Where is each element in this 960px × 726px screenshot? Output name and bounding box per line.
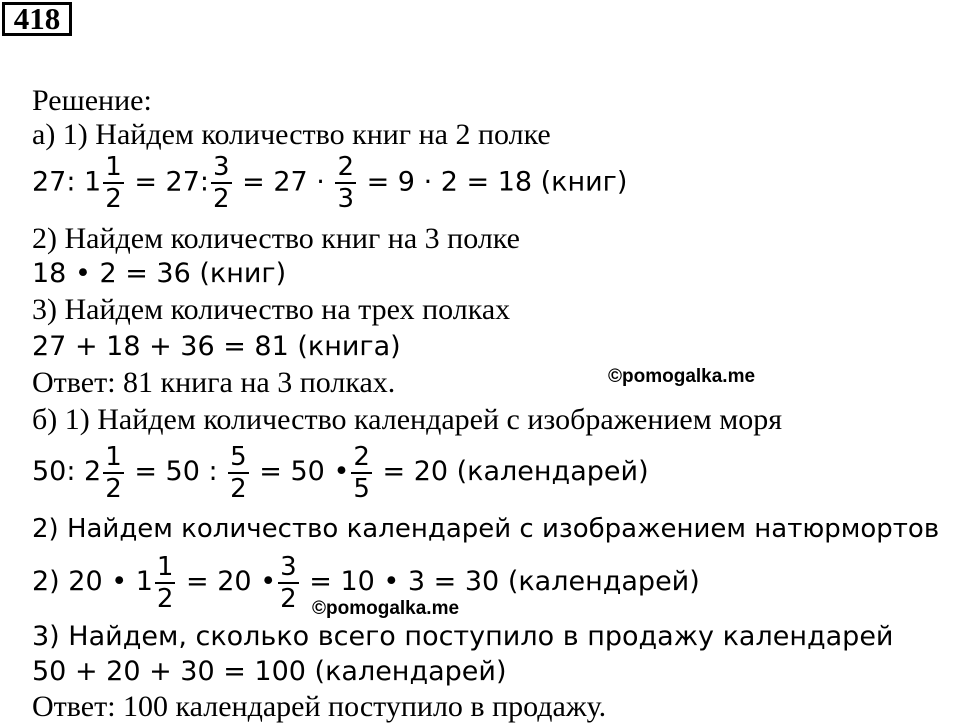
part-b-answer: Ответ: 100 календарей поступило в продажу.: [32, 690, 607, 723]
fraction: $\frac{1}{2}$: [105, 152, 122, 214]
part-b-calculation-2: 2) 20 • 1 $\frac{1}{2}$ = 20 • $\frac{3}{2}$ = 10 • 3 = 30 (календарей): [32, 551, 700, 614]
part-a-step-2: 2) Найдем количество книг на 3 полке: [32, 222, 520, 255]
part-b-step-3: 3) Найдем, сколько всего поступило в продажу календарей: [32, 621, 894, 652]
part-b-calculation-3: 50 + 20 + 30 = 100 (календарей): [32, 656, 507, 687]
part-a-step-1: а) 1) Найдем количество книг на 2 полке: [32, 118, 551, 151]
watermark: ©pomogalka.me: [312, 598, 460, 619]
part-a-calculation-1: 27: 1 $\frac{1}{2}$ = 27: $\frac{3}{2}$ = 27 · $\frac{2}{3}$ = 9 · 2 = 18 (книг): [32, 152, 628, 214]
part-a-answer: Ответ: 81 книга на 3 полках.: [32, 366, 396, 399]
part-b-step-1: б) 1) Найдем количество календарей с изображением моря: [32, 403, 783, 436]
part-a-step-3: 3) Найдем количество на трех полках: [32, 293, 511, 326]
part-b-step-2: 2) Найдем количество календарей с изображением натюрмортов: [32, 514, 940, 544]
solution-heading: Решение:: [32, 84, 152, 117]
fraction: $\frac{2}{3}$: [337, 152, 355, 214]
fraction: $\frac{2}{5}$: [353, 441, 370, 504]
part-a-calculation-3: 27 + 18 + 36 = 81 (книга): [32, 331, 401, 362]
problem-number: 418: [2, 2, 72, 36]
part-b-calculation-1: 50: 2 $\frac{1}{2}$ = 50 : $\frac{5}{2}$ = 50 • $\frac{2}{5}$ = 20 (календарей): [32, 441, 649, 504]
fraction: $\frac{3}{2}$: [213, 152, 230, 214]
watermark: ©pomogalka.me: [608, 366, 756, 387]
fraction: $\frac{3}{2}$: [280, 551, 297, 614]
fraction: $\frac{1}{2}$: [156, 551, 174, 614]
part-a-calculation-2: 18 • 2 = 36 (книг): [32, 258, 287, 289]
fraction: $\frac{5}{2}$: [230, 441, 247, 504]
fraction: $\frac{1}{2}$: [105, 441, 122, 504]
